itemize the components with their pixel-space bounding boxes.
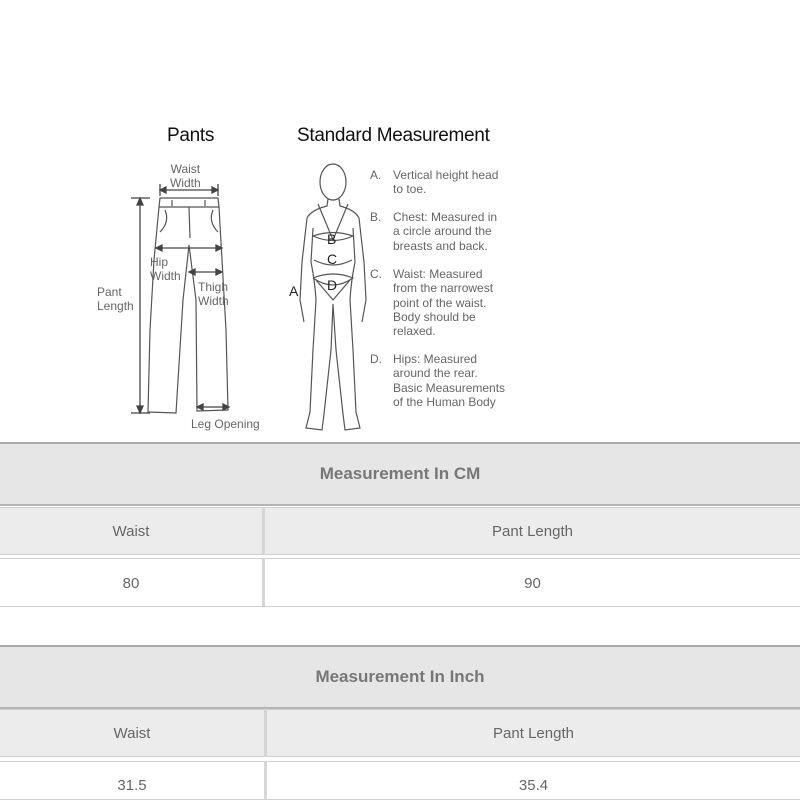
table-cm-value-waist: 80	[0, 558, 262, 607]
table-inch-title: Measurement In Inch	[0, 645, 800, 709]
table-cm-col-waist: Waist	[0, 507, 262, 555]
table-cm-title: Measurement In CM	[0, 442, 800, 506]
body-figure	[300, 164, 366, 430]
marker-b: B	[327, 231, 337, 247]
hip-width-label: Hip Width	[150, 255, 181, 283]
table-inch-value-waist: 31.5	[0, 761, 264, 800]
body-diagram-title: Standard Measurement	[297, 125, 490, 146]
pants-diagram-title: Pants	[167, 125, 215, 146]
thigh-width-label: Thigh Width	[198, 280, 229, 308]
table-inch-col-waist: Waist	[0, 709, 264, 757]
marker-a: A	[289, 283, 299, 299]
pant-length-label: Pant Length	[97, 285, 134, 313]
leg-opening-label: Leg Opening	[191, 417, 260, 431]
table-inch-value-pant-length: 35.4	[267, 761, 800, 800]
table-cm-value-pant-length: 90	[265, 558, 800, 607]
table-cm-col-pant-length: Pant Length	[265, 507, 800, 555]
marker-c: C	[327, 251, 338, 267]
waist-width-label: Waist Width	[170, 162, 201, 190]
table-inch-col-pant-length: Pant Length	[267, 709, 800, 757]
marker-d: D	[327, 277, 338, 293]
